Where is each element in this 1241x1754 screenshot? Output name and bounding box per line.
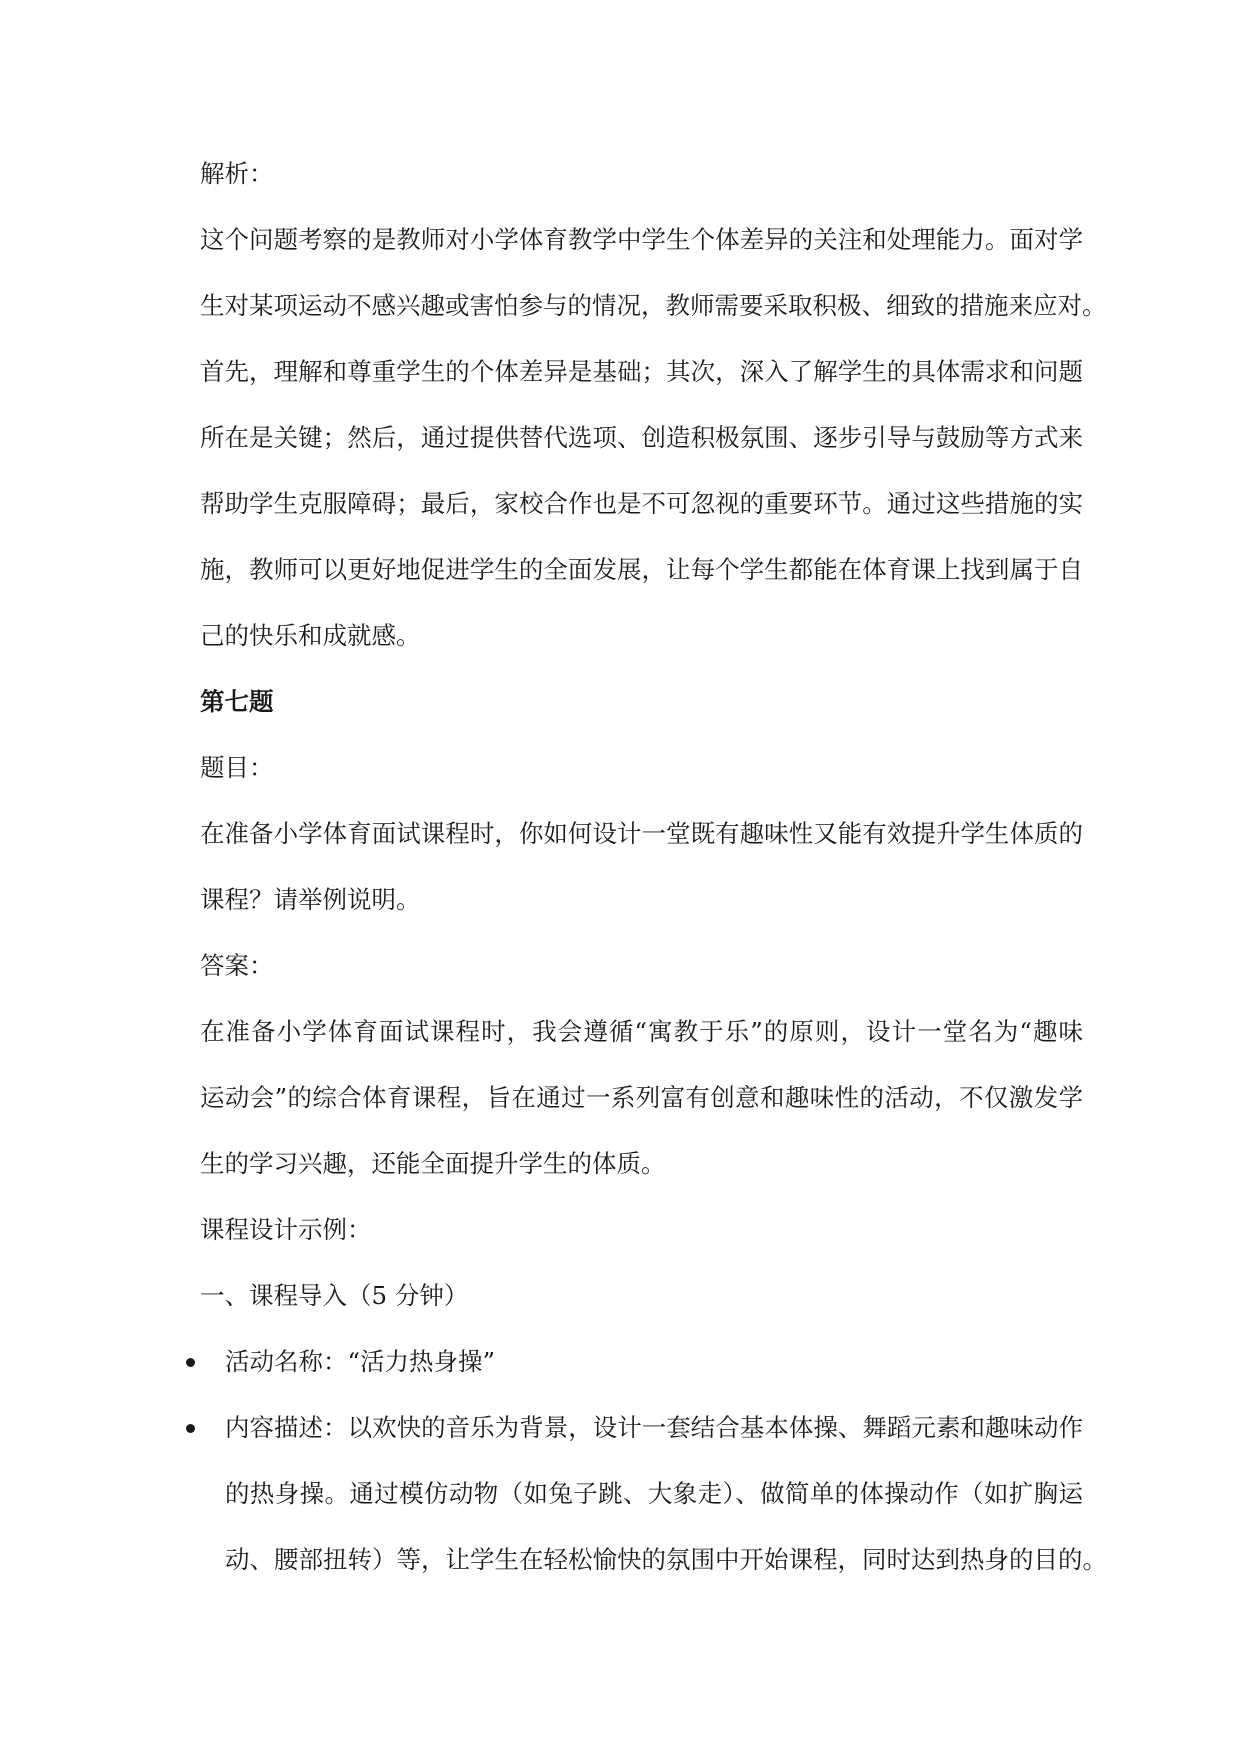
analysis-paragraph <box>200 207 1107 669</box>
analysis-line: 帮助学生克服障碍；最后，家校合作也是不可忽视的重要环节。通过这些措施的实 <box>200 489 1083 518</box>
bullet-text: 内容描述：以欢快的音乐为背景，设计一套结合基本体操、舞蹈元素和趣味动作 <box>225 1413 1083 1442</box>
answer-label: 答案： <box>200 951 274 980</box>
bullet-dot-icon <box>186 1424 195 1433</box>
question-paragraph <box>200 801 1083 933</box>
bullet-text-continuation: 动、腰部扭转）等，让学生在轻松愉快的氛围中开始课程，同时达到热身的目的。 <box>225 1545 1107 1574</box>
bullet-text: 活动名称：“活力热身操” <box>225 1347 496 1376</box>
analysis-line: 所在是关键；然后，通过提供替代选项、创造积极氛围、逐步引导与鼓励等方式来 <box>200 423 1083 452</box>
bullet-item <box>200 1395 1083 1461</box>
answer-line: 运动会”的综合体育课程，旨在通过一系列富有创意和趣味性的活动，不仅激发学 <box>200 1083 1083 1112</box>
section-heading: 一、课程导入（5 分钟） <box>200 1281 469 1310</box>
bullet-item <box>200 1329 1083 1395</box>
analysis-label: 解析： <box>200 159 274 188</box>
answer-line: 在准备小学体育面试课程时，我会遵循“寓教于乐”的原则，设计一堂名为“趣味 <box>200 1017 1083 1046</box>
analysis-line: 这个问题考察的是教师对小学体育教学中学生个体差异的关注和处理能力。面对学 <box>200 225 1083 254</box>
example-label: 课程设计示例： <box>200 1215 372 1244</box>
question-heading: 第七题 <box>200 687 274 716</box>
question-label: 题目： <box>200 753 274 782</box>
analysis-line: 生对某项运动不感兴趣或害怕参与的情况，教师需要采取积极、细致的措施来应对。 <box>200 291 1107 320</box>
answer-paragraph <box>200 999 1083 1197</box>
analysis-line: 施，教师可以更好地促进学生的全面发展，让每个学生都能在体育课上找到属于自 <box>200 555 1083 584</box>
bullet-text-continuation: 的热身操。通过模仿动物（如兔子跳、大象走）、做简单的体操动作（如扩胸运 <box>225 1479 1083 1508</box>
bullet-list <box>200 1329 1107 1593</box>
analysis-line: 首先，理解和尊重学生的个体差异是基础；其次，深入了解学生的具体需求和问题 <box>200 357 1083 386</box>
bullet-dot-icon <box>186 1358 195 1367</box>
analysis-line: 己的快乐和成就感。 <box>200 621 421 650</box>
answer-line: 生的学习兴趣，还能全面提升学生的体质。 <box>200 1149 666 1178</box>
document-content <box>200 141 1107 1593</box>
question-line: 课程？请举例说明。 <box>200 885 421 914</box>
question-line: 在准备小学体育面试课程时，你如何设计一堂既有趣味性又能有效提升学生体质的 <box>200 819 1083 848</box>
